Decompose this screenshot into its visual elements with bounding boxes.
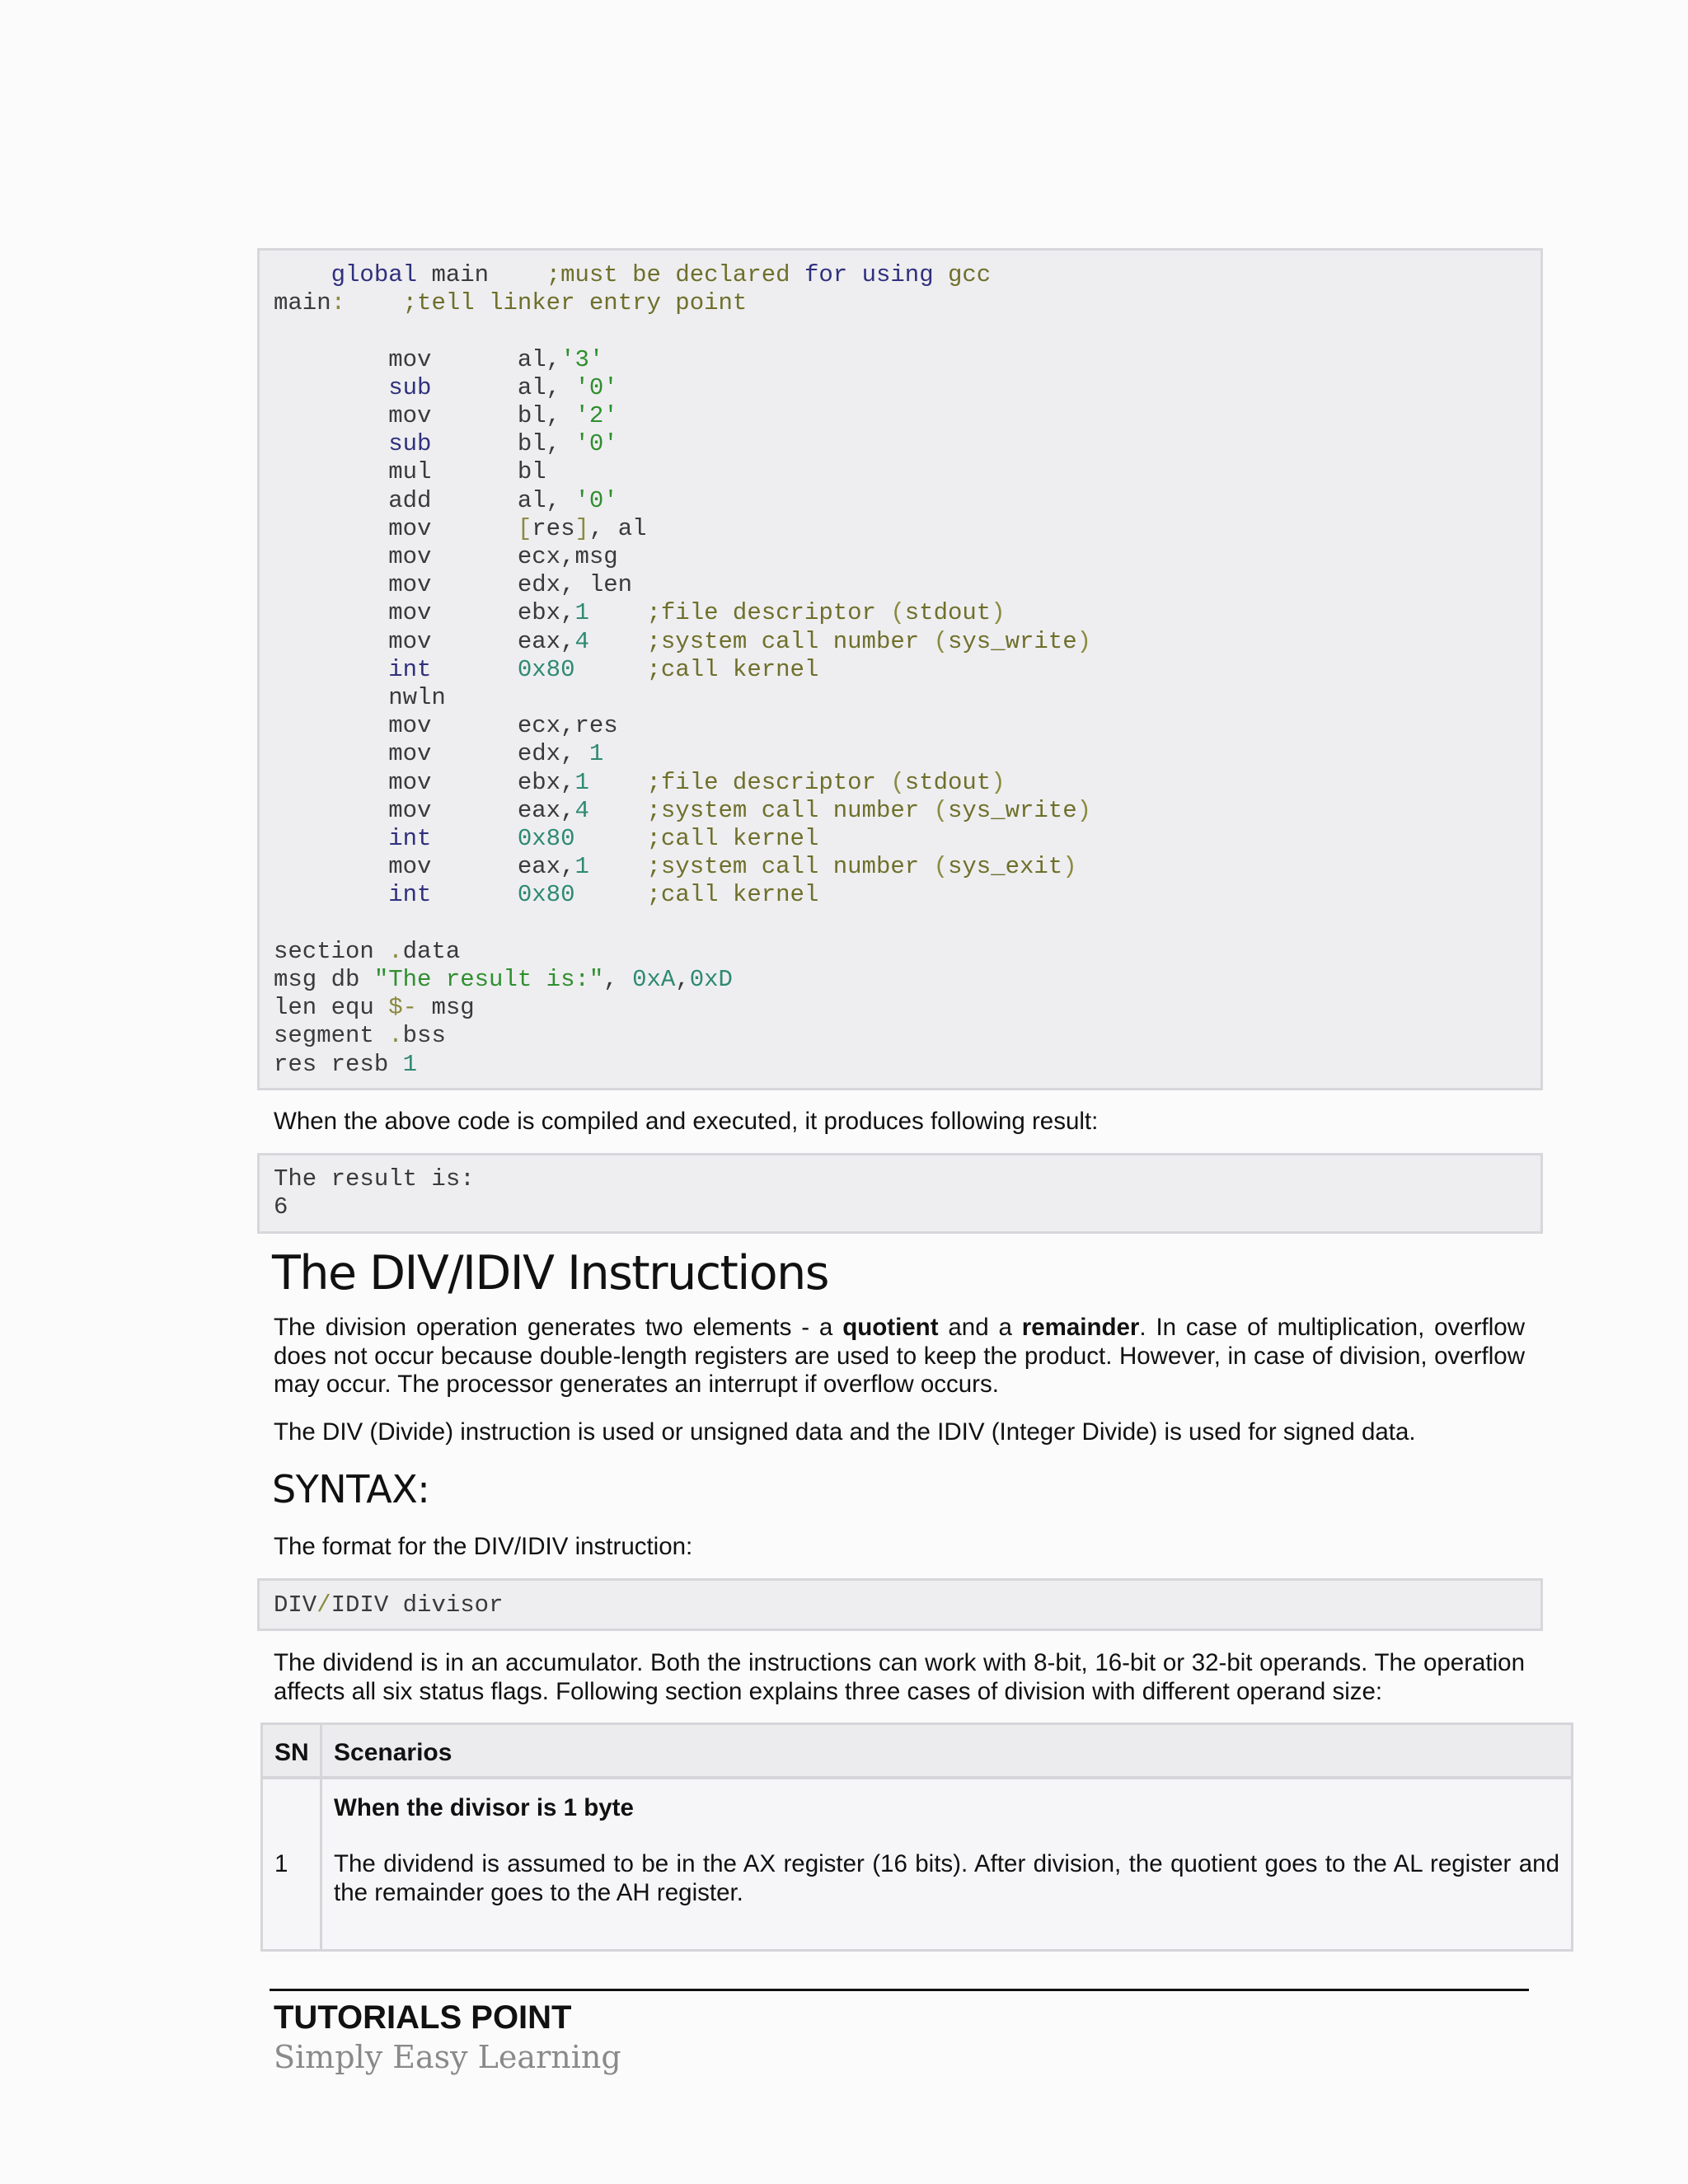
table-cell-sn: 1 (274, 1850, 288, 1877)
table-cell-title: When the divisor is 1 byte (334, 1794, 634, 1821)
table-header-sn: SN (274, 1739, 309, 1766)
syntax-token: IDIV (331, 1591, 389, 1619)
code-line: global main ;must be declared for using gcc (331, 261, 992, 288)
code-line: sub bl, '0' (388, 430, 618, 458)
syntax-token: / (316, 1591, 331, 1619)
code-line: mov ecx,msg (274, 543, 618, 571)
code-line: section .data (274, 937, 461, 965)
syntax-token: divisor (388, 1591, 504, 1619)
code-line: mov ecx,res (274, 712, 618, 740)
output-line: 6 (274, 1193, 288, 1221)
dividend-description-paragraph: The dividend is in an accumulator. Both the instructions can work with 8-bit, 16-bit or 32-bit operands. The operation affects all six status flags. Following section explains three cases of division with different operand size: (274, 1649, 1525, 1705)
code-line: mov eax,1 ;system call number (sys_exit) (274, 853, 1077, 881)
code-line: int 0x80 ;call kernel (388, 881, 819, 909)
code-line (274, 317, 288, 344)
code-line: mov ebx,1 ;file descriptor (stdout) (274, 599, 1006, 627)
code-block-main (257, 248, 1543, 1090)
code-line: msg db "The result is:", 0xA,0xD (274, 966, 733, 994)
code-line: mov ebx,1 ;file descriptor (stdout) (274, 768, 1006, 796)
output-line: The result is: (274, 1165, 475, 1193)
code-line: mov al,'3' (274, 345, 604, 373)
syntax-token: DIV (274, 1591, 317, 1619)
footer-brand: TUTORIALS POINT (274, 1999, 572, 2036)
remainder-term: remainder (1021, 1314, 1140, 1341)
para-text: . In case of multiplication, overflow does not occur because double-length registers are used to keep the product. However, in case of division, overflow may occur. The processor generates an interrupt if overflow occurs. (274, 1314, 1525, 1398)
table-header-scenarios: Scenarios (334, 1739, 452, 1766)
para-text: The division operation generates two elements - a (274, 1314, 843, 1341)
code-line: int 0x80 ;call kernel (388, 825, 819, 853)
section-heading-syntax: SYNTAX: (272, 1467, 430, 1511)
code-line: sub al, '0' (388, 373, 618, 401)
table-cell-body: The dividend is assumed to be in the AX register (16 bits). After division, the quotient goes to the AL register and the remainder goes to the AH register. (334, 1850, 1559, 1906)
footer-tagline: Simply Easy Learning (274, 2039, 621, 2075)
div-idiv-usage-paragraph: The DIV (Divide) instruction is used or unsigned data and the IDIV (Integer Divide) is used for signed data. (274, 1418, 1416, 1446)
code-block-syntax (257, 1578, 1543, 1631)
table-column-divider (320, 1725, 322, 1949)
code-line: add al, '0' (274, 486, 618, 514)
code-line: mov eax,4 ;system call number (sys_write) (274, 796, 1092, 824)
code-line: mov eax,4 ;system call number (sys_write) (274, 627, 1092, 655)
code-line: len equ $- msg (274, 994, 475, 1022)
code-block-output (257, 1153, 1543, 1234)
code-line: mov bl, '2' (274, 402, 618, 430)
quotient-term: quotient (842, 1314, 939, 1341)
code-line: main: ;tell linker entry point (274, 289, 748, 317)
para-text: and a (938, 1314, 1022, 1341)
code-line (274, 910, 288, 937)
code-line: res resb 1 (274, 1050, 418, 1078)
code-line: segment .bss (274, 1022, 446, 1050)
code-line: nwln (274, 684, 446, 712)
syntax-intro-text: The format for the DIV/IDIV instruction: (274, 1533, 693, 1560)
code-line: int 0x80 ;call kernel (388, 655, 819, 683)
footer-divider (270, 1989, 1529, 1991)
code-line: mov edx, len (274, 571, 633, 599)
table-header-row (263, 1725, 1571, 1779)
code-line: mov edx, 1 (274, 740, 604, 768)
division-description-paragraph (274, 1314, 1525, 1399)
scenarios-table (260, 1722, 1573, 1952)
code-line: mov [res], al (274, 514, 647, 542)
section-heading-div-idiv: The DIV/IDIV Instructions (272, 1246, 828, 1301)
result-intro-text: When the above code is compiled and executed, it produces following result: (274, 1108, 1099, 1135)
code-line: mul bl (274, 458, 546, 486)
